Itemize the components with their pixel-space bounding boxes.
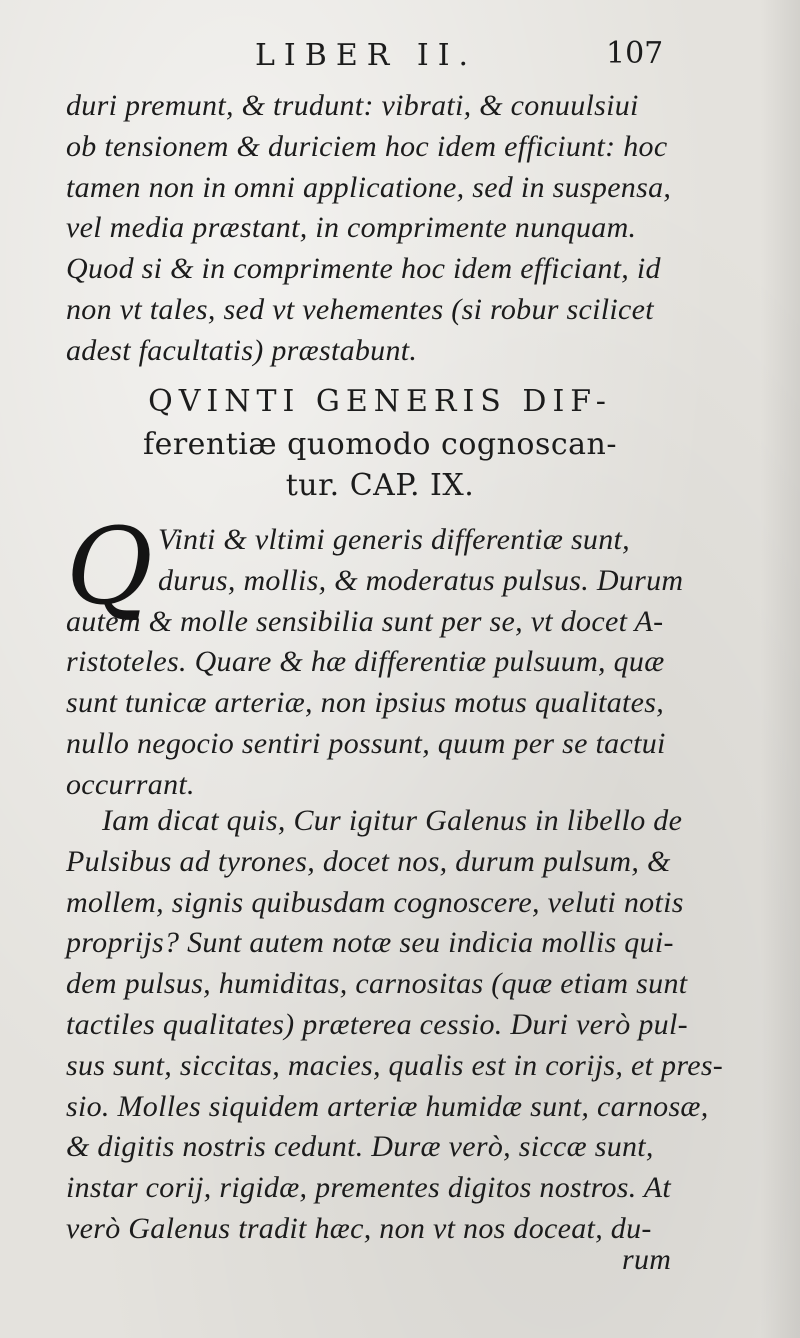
text-line: ristoteles. Quare & hæ differentiæ pulsuum, quæ: [66, 645, 665, 679]
text-line: adest facultatis) præstabunt.: [66, 333, 418, 367]
text-line: ob tensionem & duriciem hoc idem efficiunt: hoc: [66, 129, 668, 163]
text-line: sio. Molles siquidem arteriæ humidæ sunt, carnosæ,: [66, 1089, 709, 1123]
paragraph-1: [66, 86, 682, 372]
text-line: Pulsibus ad tyrones, docet nos, durum pulsum, &: [66, 844, 671, 878]
chapter-heading-line-3: tur. CAP. IX.: [285, 468, 475, 503]
page-number: 107: [606, 36, 664, 71]
text-line: non vt tales, sed vt vehementes (si robur scilicet: [66, 292, 654, 326]
chapter-heading: [60, 380, 700, 506]
text-line: durus, mollis, & moderatus pulsus. Durum: [158, 563, 684, 597]
text-line: autem & molle sensibilia sunt per se, vt docet A-: [66, 604, 664, 638]
running-head: LIBER II.: [255, 38, 478, 73]
text-line: verò Galenus tradit hæc, non vt nos doceat, du-: [66, 1211, 652, 1245]
text-line: sus sunt, siccitas, macies, qualis est in corijs, et pres-: [66, 1048, 724, 1082]
paragraph-3: [66, 801, 724, 1250]
text-line: proprijs? Sunt autem notæ seu indicia mollis qui-: [66, 926, 674, 960]
text-line: vel media præstant, in comprimente nunquam.: [66, 211, 637, 245]
chapter-heading-line-2: ferentiæ quomodo cognoscan-: [142, 427, 618, 462]
catchword: rum: [622, 1243, 672, 1276]
text-line: mollem, signis quibusdam cognoscere, veluti notis: [66, 885, 684, 919]
paragraph-2: [66, 505, 684, 806]
text-line: Quod si & in comprimente hoc idem efficiant, id: [66, 252, 661, 286]
page-header: [0, 38, 800, 82]
text-line: tactiles qualitates) præterea cessio. Duri verò pul-: [66, 1007, 688, 1041]
text-line: nullo negocio sentiri possunt, quum per se tactui: [66, 726, 666, 760]
chapter-heading-line-1: QVINTI GENERIS DIF-: [148, 384, 612, 419]
text-line: tamen non in omni applicatione, sed in suspensa,: [66, 170, 672, 204]
text-line: occurrant.: [66, 767, 195, 801]
page-edge-shadow: [760, 0, 800, 1338]
text-line: instar corij, rigidæ, prementes digitos nostros. At: [66, 1171, 672, 1205]
text-line: Vinti & vltimi generis differentiæ sunt,: [158, 523, 630, 556]
text-line: duri premunt, & trudunt: vibrati, & conuulsiui: [66, 89, 639, 122]
drop-cap: Q: [66, 505, 154, 628]
text-line: Iam dicat quis, Cur igitur Galenus in libello de: [102, 804, 683, 837]
text-line: sunt tunicæ arteriæ, non ipsius motus qualitates,: [66, 686, 665, 720]
text-line: & digitis nostris cedunt. Duræ verò, siccæ sunt,: [66, 1130, 654, 1164]
text-line: dem pulsus, humiditas, carnositas (quæ etiam sunt: [66, 967, 688, 1001]
